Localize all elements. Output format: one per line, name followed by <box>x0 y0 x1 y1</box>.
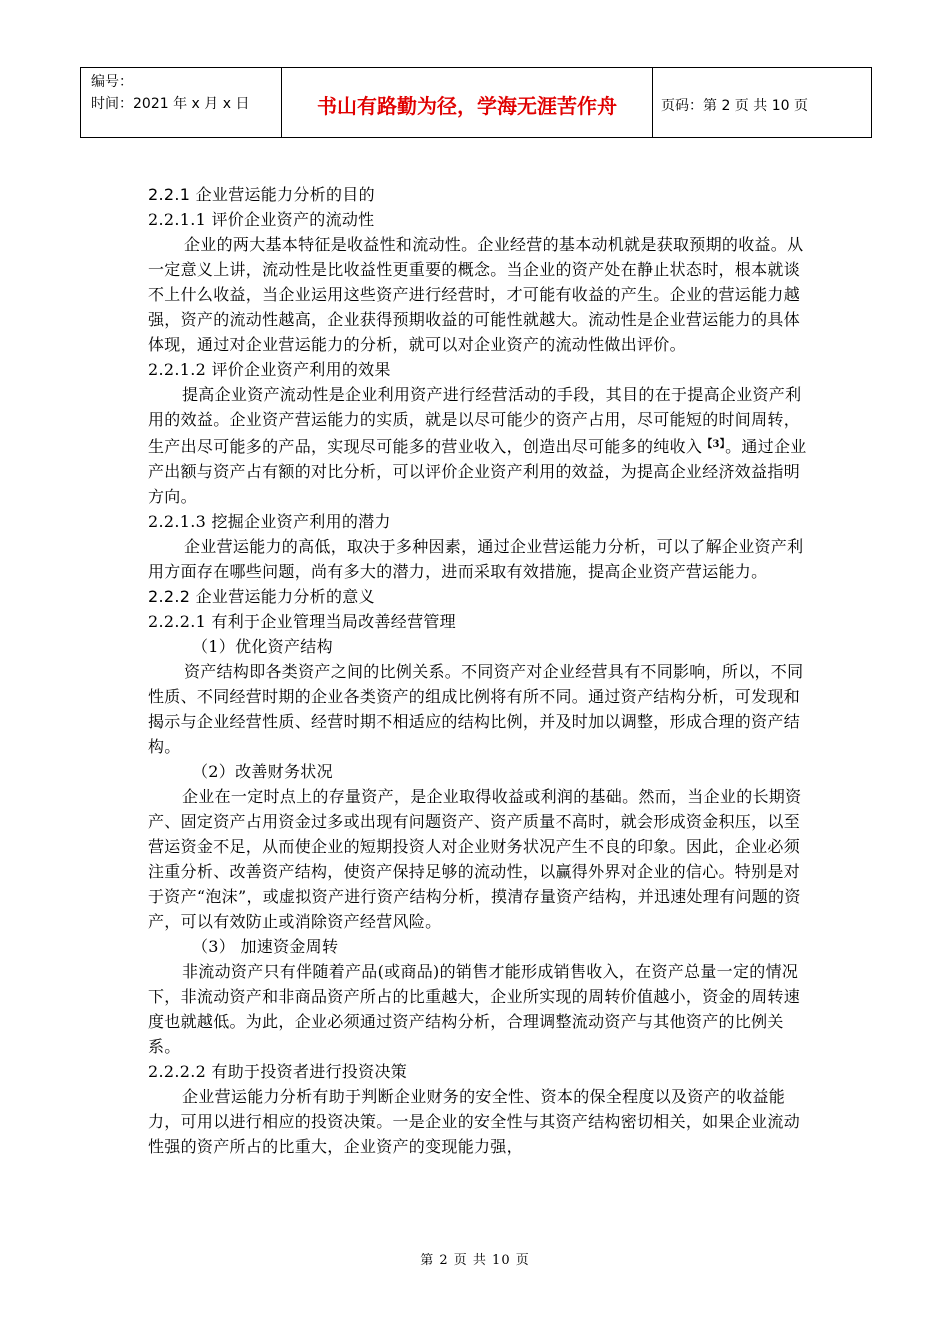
citation-mark: 【3】 <box>702 439 726 450</box>
body-paragraph: 提高企业资产流动性是企业利用资产进行经营活动的手段，其目的在于提高企业资产利用的效益。企业资产营运能力的实质，就是以尽可能少的资产占用，尽可能短的时间周转，生产出尽可能多的产品，实现尽可能多的营业收入，创造出尽可能多的纯收入$^{【3】}$。通过企业产出额与资产占有额的对比分析，可以评价企业资产利用的效益，为提高企业经济效益指明方向。 <box>148 385 807 506</box>
header-meta <box>81 68 282 137</box>
section-heading: 2.2.1.1 评价企业资产的流动性 <box>148 210 375 229</box>
subsection-heading: （1）优化资产结构 <box>192 637 333 656</box>
section-heading: 2.2.2 企业营运能力分析的意义 <box>148 587 375 606</box>
document-body <box>148 182 808 1159</box>
body-paragraph: 企业营运能力的高低，取决于多种因素，通过企业营运能力分析，可以了解企业资产利用方面存在哪些问题，尚有多大的潜力，进而采取有效措施，提高企业资产营运能力。 <box>148 537 804 581</box>
section-heading: 2.2.1.3 挖掘企业资产利用的潜力 <box>148 512 391 531</box>
document-time-label: 时间：2021 年 x 月 x 日 <box>91 96 250 112</box>
body-paragraph: 资产结构即各类资产之间的比例关系。不同资产对企业经营具有不同影响，所以，不同性质、不同经营时期的企业各类资产的组成比例将有所不同。通过资产结构分析，可发现和揭示与企业经营性质、经营时期不相适应的结构比例，并及时加以调整，形成合理的资产结构。 <box>148 662 804 756</box>
section-heading: 2.2.1.2 评价企业资产利用的效果 <box>148 360 391 379</box>
section-heading: 2.2.2.2 有助于投资者进行投资决策 <box>148 1062 408 1081</box>
page-footer: 第 2 页 共 10 页 <box>420 1253 530 1268</box>
body-paragraph: 企业在一定时点上的存量资产，是企业取得收益或利润的基础。然而，当企业的长期资产、固定资产占用资金过多或出现有问题资产、资产质量不高时，就会形成资金积压，以至营运资金不足，从而使企业的短期投资人对企业财务状况产生不良的印象。因此，企业必须注重分析、改善资产结构，使资产保持足够的流动性，以赢得外界对企业的信心。特别是对于资产“泡沫”，或虚拟资产进行资产结构分析，摸清存量资产结构，并迅速处理有问题的资产，可以有效防止或消除资产经营风险。 <box>148 787 802 931</box>
body-paragraph: 非流动资产只有伴随着产品(或商品)的销售才能形成销售收入，在资产总量一定的情况下，非流动资产和非商品资产所占的比重越大，企业所实现的周转价值越小，资金的周转速度也就越低。为此，企业必须通过资产结构分析，合理调整流动资产与其他资产的比例关系。 <box>148 962 801 1056</box>
header-motto: 书山有路勤为径，学海无涯苦作舟 <box>282 68 653 137</box>
document-number-label: 编号： <box>91 74 133 90</box>
header-page-label: 页码：第 2 页 共 10 页 <box>661 97 808 114</box>
subsection-heading: （3） 加速资金周转 <box>192 937 339 956</box>
body-paragraph: 企业的两大基本特征是收益性和流动性。企业经营的基本动机就是获取预期的收益。从一定意义上讲，流动性是比收益性更重要的概念。当企业的资产处在静止状态时，根本就谈不上什么收益，当企业运用这些资产进行经营时，才可能有收益的产生。企业的营运能力越强，资产的流动性越高，企业获得预期收益的可能性就越大。流动性是企业营运能力的具体体现，通过对企业营运能力的分析，就可以对企业资产的流动性做出评价。 <box>148 235 804 354</box>
body-paragraph: 企业营运能力分析有助于判断企业财务的安全性、资本的保全程度以及资产的收益能力，可用以进行相应的投资决策。一是企业的安全性与其资产结构密切相关，如果企业流动性强的资产所占的比重大，企业资产的变现能力强， <box>148 1087 801 1156</box>
page-header <box>80 67 872 138</box>
section-heading: 2.2.1 企业营运能力分析的目的 <box>148 185 375 204</box>
section-heading: 2.2.2.1 有利于企业管理当局改善经营管理 <box>148 612 456 631</box>
subsection-heading: （2）改善财务状况 <box>192 762 333 781</box>
